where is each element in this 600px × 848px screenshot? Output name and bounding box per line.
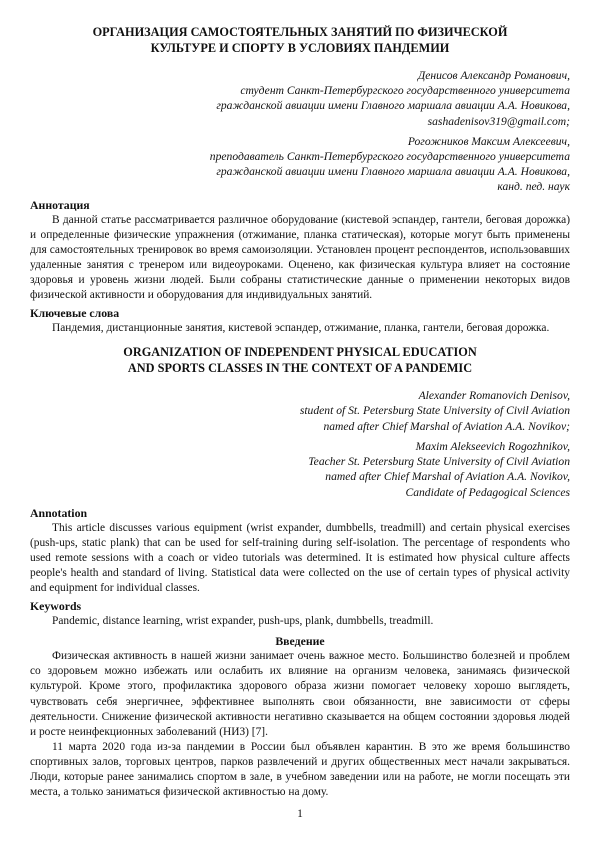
paper-page — [30, 24, 570, 800]
author-degree: канд. пед. наук — [497, 180, 570, 194]
en-title-line: ORGANIZATION OF INDEPENDENT PHYSICAL EDUCATION — [123, 345, 477, 360]
intro-heading: Введение — [275, 634, 325, 649]
ru-abstract-heading: Аннотация — [30, 197, 90, 212]
ru-title — [30, 24, 570, 56]
en-author-1 — [30, 388, 570, 434]
author-email: sashadenisov319@gmail.com; — [427, 114, 570, 128]
en-abstract-heading: Annotation — [30, 505, 88, 520]
author-degree: Candidate of Pedagogical Sciences — [405, 485, 570, 499]
ru-keywords-text: Пандемия, дистанционные занятия, кистевой эспандер, отжимание, планка, гантели, беговая дорожка. — [52, 322, 550, 335]
author-name: Денисов Александр Романович, — [417, 69, 570, 82]
author-affiliation: преподаватель Санкт-Петербургского государственного университета — [209, 150, 570, 164]
en-keywords-heading: Keywords — [30, 599, 82, 614]
intro-paragraph: Физическая активность в нашей жизни занимает очень важное место. Большинство болезней и проблем со здоровьем можно избежать или ослабить их влияние на организм человека, занимаясь физической культурой. Кроме этого, профилактика здорового образа жизни помогает человеку хорошо выглядеть, чувствовать себя энергичнее, эффективнее выполнять свои обязанности, вне зависимости от сферы деятельности. Снижение физической активности негативно сказывается на общем состоянии здоровья людей и росте неинфекционных заболеваний (НИЗ) [7]. — [30, 650, 570, 738]
author-affiliation: Teacher St. Petersburg State University of Civil Aviation — [308, 455, 570, 469]
author-affiliation: named after Chief Marshal of Aviation A.A. Novikov; — [323, 419, 570, 433]
author-name: Рогожников Максим Алексеевич, — [407, 134, 570, 148]
author-name: Alexander Romanovich Denisov, — [418, 389, 570, 403]
ru-title-line: КУЛЬТУРЕ И СПОРТУ В УСЛОВИЯХ ПАНДЕМИИ — [150, 41, 450, 55]
en-keywords-text: Pandemic, distance learning, wrist expander, push-ups, plank, dumbbells, treadmill. — [52, 615, 434, 628]
author-affiliation: named after Chief Marshal of Aviation A.A. Novikov, — [325, 470, 570, 484]
en-author-2 — [30, 439, 570, 500]
ru-author-2 — [30, 134, 570, 195]
en-title — [30, 344, 570, 376]
author-affiliation: студент Санкт-Петербургского государственного университета — [240, 84, 570, 98]
ru-keywords-heading: Ключевые слова — [30, 306, 120, 321]
ru-author-1 — [30, 68, 570, 129]
ru-title-line: ОРГАНИЗАЦИЯ САМОСТОЯТЕЛЬНЫХ ЗАНЯТИЙ ПО ФИЗИЧЕСКОЙ — [92, 25, 508, 39]
author-name: Maxim Alekseevich Rogozhnikov, — [415, 439, 570, 453]
page-number: 1 — [297, 808, 303, 820]
intro-paragraph: 11 марта 2020 года из-за пандемии в России был объявлен карантин. В это же время большинство спортивных залов, торговых центров, парков развлечений и других общественных мест начали закрываться. Люди, которые ранее занимались спортом в зале, в учебном заведении или на работе, не могли посещать эти места, а только заниматься физической активностью на дому. — [30, 740, 570, 799]
en-title-line: AND SPORTS CLASSES IN THE CONTEXT OF A PANDEMIC — [127, 361, 473, 376]
author-affiliation: гражданской авиации имени Главного маршала авиации А.А. Новикова, — [216, 165, 570, 179]
ru-abstract-text: В данной статье рассматривается различное оборудование (кистевой эспандер, гантели, беговая дорожка) и определенные физические упражнения (отжимание, планка статическая), которые могут быть применены для самостоятельных тренировок во время самоизоляции. Установлен процент респондентов, использовавших удаленные занятия с тренером или видеоуроками. Оценено, как физическая культура влияет на состояние здоровья и уровень жизни людей. Были собраны статистические данные о применении некоторых видов физической активности и оборудования для индивидуальных занятий. — [30, 213, 570, 302]
en-abstract-text: This article discusses various equipment (wrist expander, dumbbells, treadmill) and certain physical exercises (push-ups, static plank) that can be used for self-training during self-isolation. The percentage of respondents who used remote sessions with a coach or video tutorials was determined. It is estimated how physical culture affects people's health and standard of living. Statistical data were collected on the use of certain types of physical activity and equipment for individual classes. — [30, 521, 570, 595]
author-affiliation: гражданской авиации имени Главного маршала авиации А.А. Новикова, — [216, 99, 570, 113]
author-affiliation: student of St. Petersburg State University of Civil Aviation — [299, 404, 570, 418]
